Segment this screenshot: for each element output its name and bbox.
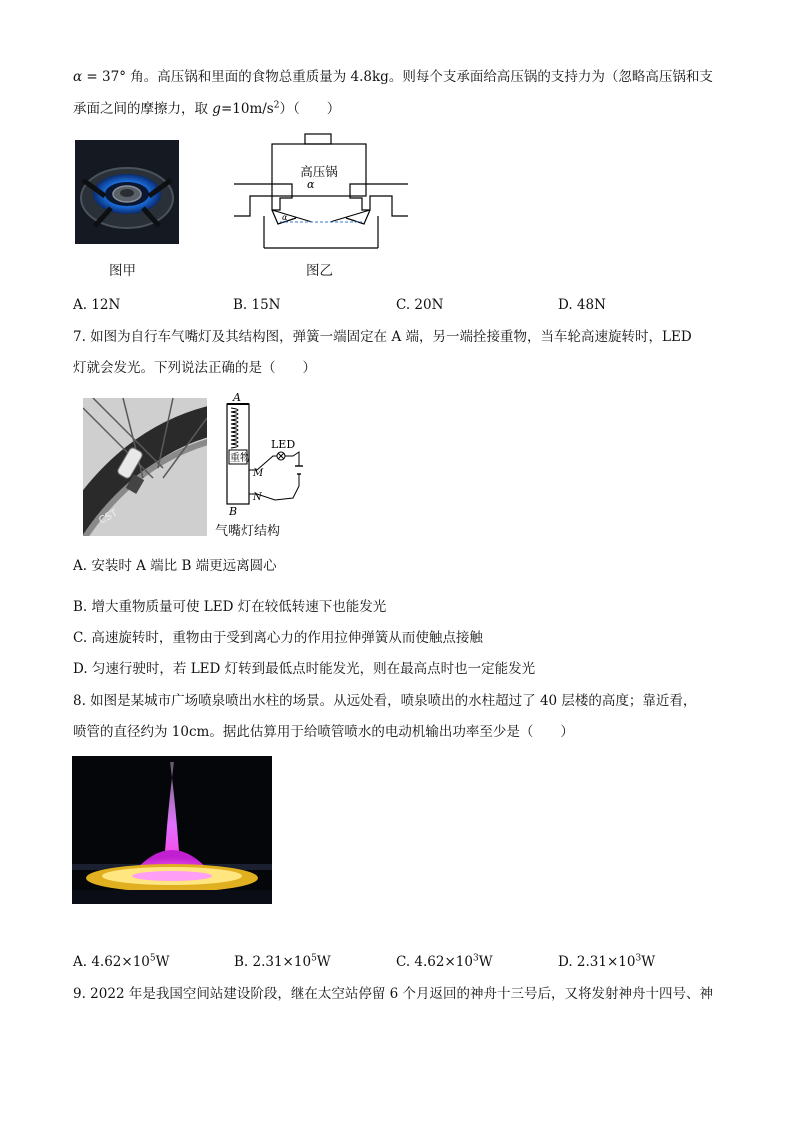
figure-yi-caption: 图乙	[306, 263, 333, 279]
valve-light-caption: 气嘴灯结构	[215, 524, 281, 539]
q6-stem-line2-eq: =10m/s	[220, 101, 274, 117]
q6-option-c: C. 20N	[396, 297, 444, 313]
exponent: 2	[273, 100, 280, 111]
exponent: 5	[311, 953, 317, 964]
q7-option-a: A. 安装时 A 端比 B 端更远离圆心	[73, 558, 277, 574]
q8-option-b-value: B. 2.31×10	[234, 954, 312, 970]
label-a: A	[233, 391, 241, 404]
valve-light-structure-diagram	[213, 390, 313, 520]
exponent: 3	[472, 953, 479, 964]
alpha-symbol: α	[73, 69, 83, 85]
pot-label: 高压锅	[300, 164, 338, 179]
q8-option-d-unit: W	[641, 954, 656, 970]
pot-alpha-label: α	[307, 178, 315, 191]
label-m: M	[253, 468, 264, 479]
q7-option-c: C. 高速旋转时，重物由于受到离心力的作用拉伸弹簧从而使触点接触	[73, 630, 483, 646]
q8-stem-line1: 8. 如图是某城市广场喷泉喷出水柱的场景。从远处看，喷泉喷出的水柱超过了 40 层楼的高度；靠近看，	[73, 693, 697, 709]
q8-option-b	[234, 953, 331, 971]
label-b: B	[229, 505, 238, 518]
q6-stem-line2-pre: 承面之间的摩擦力，取	[73, 101, 213, 117]
weight-label: 重物	[230, 453, 250, 464]
q8-option-c-value: C. 4.62×10	[396, 954, 473, 970]
q6-stem-line1-text: = 37° 角。高压锅和里面的食物总重质量为 4.8kg。则每个支承面给高压锅的支持力为（忽略高压锅和支	[82, 69, 713, 85]
q9-stem-line1: 9. 2022 年是我国空间站建设阶段，继在太空站停留 6 个月返回的神舟十三号后，又将发射神舟十四号、神	[73, 986, 713, 1002]
angle-alpha-label: α	[282, 213, 288, 222]
q8-option-a	[73, 953, 170, 971]
gas-stove-photo	[75, 140, 179, 244]
q8-option-c-unit: W	[478, 954, 493, 970]
q8-option-d-value: D. 2.31×10	[558, 954, 636, 970]
figure-jia-caption: 图甲	[109, 263, 136, 279]
q6-stem-line2-post: ）（ ）	[279, 101, 341, 117]
q6-option-a: A. 12N	[73, 297, 121, 313]
q7-option-d: D. 匀速行驶时，若 LED 灯转到最低点时能发光，则在最高点时也一定能发光	[73, 661, 536, 677]
q7-option-b: B. 增大重物质量可使 LED 灯在较低转速下也能发光	[73, 599, 387, 615]
q6-option-b: B. 15N	[233, 297, 281, 313]
g-symbol: g	[212, 101, 221, 117]
q6-stem-line1	[73, 68, 713, 86]
q6-stem-line2	[73, 100, 340, 118]
q6-option-d: D. 48N	[558, 297, 606, 313]
q8-option-a-value: A. 4.62×10	[73, 954, 150, 970]
q8-option-b-unit: W	[316, 954, 331, 970]
fountain-photo	[72, 756, 272, 904]
label-n: N	[253, 492, 262, 503]
q8-option-c	[396, 953, 493, 971]
q7-stem-line2: 灯就会发光。下列说法正确的是（ ）	[73, 360, 316, 376]
pressure-cooker-diagram	[232, 132, 410, 250]
tire-brand-text: CST	[97, 507, 120, 527]
label-led: LED	[271, 438, 296, 451]
q8-option-a-unit: W	[155, 954, 170, 970]
exponent: 5	[149, 953, 156, 964]
exponent: 3	[635, 953, 642, 964]
bicycle-wheel-photo	[83, 398, 207, 536]
q7-stem-line1: 7. 如图为自行车气嘴灯及其结构图，弹簧一端固定在 A 端，另一端拴接重物，当车轮高速旋转时，LED	[73, 329, 692, 345]
q8-option-d	[558, 953, 655, 971]
q8-stem-line2: 喷管的直径约为 10cm。据此估算用于给喷管喷水的电动机输出功率至少是（ ）	[73, 724, 574, 740]
